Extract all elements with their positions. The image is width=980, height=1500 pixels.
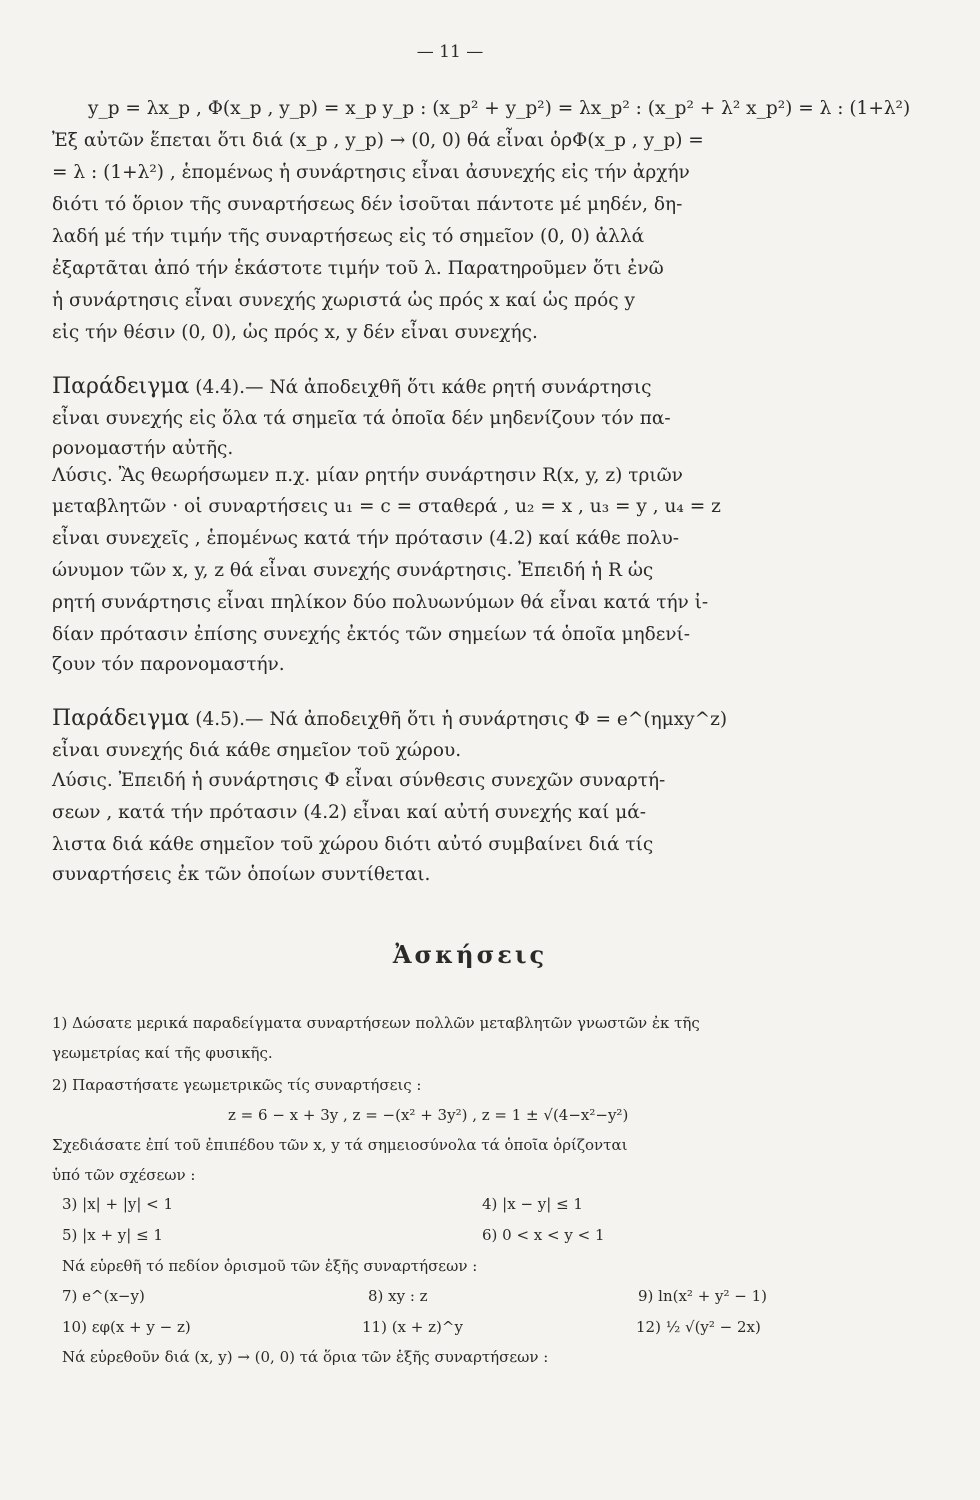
intro-line-7: ἡ συνάρτησις εἶναι συνεχής χωριστά ὡς πρός x καί ὡς πρός y (52, 290, 635, 311)
exercise-11: 11) (x + z)^y (362, 1318, 463, 1336)
exercise-5: 5) |x + y| ≤ 1 (62, 1226, 163, 1244)
example-44-line-5: μεταβλητῶν · οἱ συναρτήσεις u₁ = c = σταθερά , u₂ = x , u₃ = y , u₄ = z (52, 496, 721, 517)
example-44-number: (4.4).— (195, 377, 264, 398)
example-44-line-8: ρητή συνάρτησις εἶναι πηλίκον δύο πολυωνύμων θά εἶναι κατά τήν ἰ- (52, 592, 709, 613)
intro-line-2: Ἐξ αὐτῶν ἕπεται ὅτι διά (x_p , y_p) → (0, 0) θά εἶναι ὁρΦ(x_p , y_p) = (52, 130, 704, 151)
limits-intro: Νά εὑρεθοῦν διά (x, y) → (0, 0) τά ὅρια τῶν ἑξῆς συναρτήσεων : (62, 1348, 549, 1366)
exercises-title: Ἀσκήσεις (392, 940, 548, 969)
example-45-line-4: σεων , κατά τήν πρότασιν (4.2) εἶναι καί αὐτή συνεχής καί μά- (52, 802, 646, 823)
example-44-line-1: Νά ἀποδειχθῆ ὅτι κάθε ρητή συνάρτησις (269, 377, 652, 398)
example-45-header (52, 706, 912, 733)
intro-line-4: διότι τό ὅριον τῆς συναρτήσεως δέν ἰσοῦται πάντοτε μέ μηδέν, δη- (52, 194, 683, 215)
intro-line-8: εἰς τήν θέσιν (0, 0), ὡς πρός x, y δέν εἶναι συνεχής. (52, 322, 538, 343)
exercise-2-line-1: 2) Παραστήσατε γεωμετρικῶς τίς συναρτήσεις : (52, 1076, 422, 1094)
exercise-1-line-2: γεωμετρίας καί τῆς φυσικῆς. (52, 1044, 273, 1062)
page-number: — 11 — (416, 42, 484, 62)
example-44-line-9: δίαν πρότασιν ἐπίσης συνεχής ἐκτός τῶν σημείων τά ὁποῖα μηδενί- (52, 624, 691, 645)
exercise-2-formulas: z = 6 − x + 3y , z = −(x² + 3y²) , z = 1 ± √(4−x²−y²) (228, 1106, 629, 1124)
exercise-4: 4) |x − y| ≤ 1 (482, 1195, 583, 1213)
intro-line-1: y_p = λx_p , Φ(x_p , y_p) = x_p y_p : (x_p² + y_p²) = λx_p² : (x_p² + λ² x_p²) = λ : (1+λ²) (88, 98, 911, 119)
example-44-line-2: εἶναι συνεχής εἰς ὅλα τά σημεῖα τά ὁποῖα δέν μηδενίζουν τόν πα- (52, 408, 671, 429)
exercise-3: 3) |x| + |y| < 1 (62, 1195, 174, 1213)
example-45-line-3: Λύσις. Ἐπειδή ἡ συνάρτησις Φ εἶναι σύνθεσις συνεχῶν συναρτή- (52, 770, 666, 791)
exercise-7: 7) e^(x−y) (62, 1287, 145, 1305)
intro-line-5: λαδή μέ τήν τιμήν τῆς συναρτήσεως εἰς τό σημεῖον (0, 0) ἀλλά (52, 226, 645, 247)
exercise-9: 9) ln(x² + y² − 1) (638, 1287, 768, 1305)
exercise-10: 10) εφ(x + y − z) (62, 1318, 191, 1336)
example-45-number: (4.5).— (195, 709, 264, 730)
example-44-line-7: ώνυμον τῶν x, y, z θά εἶναι συνεχής συνάρτησις. Ἐπειδή ἡ R ὡς (52, 560, 654, 581)
sketch-line-1: Σχεδιάσατε ἐπί τοῦ ἐπιπέδου τῶν x, y τά σημειοσύνολα τά ὁποῖα ὁρίζονται (52, 1136, 628, 1154)
exercise-12: 12) ½ √(y² − 2x) (636, 1318, 761, 1336)
domain-intro: Νά εὑρεθῆ τό πεδίον ὁρισμοῦ τῶν ἑξῆς συναρτήσεων : (62, 1257, 478, 1275)
intro-line-3: = λ : (1+λ²) , ἑπομένως ἡ συνάρτησις εἶναι ἀσυνεχής εἰς τήν ἀρχήν (52, 162, 690, 183)
exercise-6: 6) 0 < x < y < 1 (482, 1226, 605, 1244)
example-44-line-3: ρονομαστήν αὐτῆς. (52, 438, 234, 459)
example-45-heading: Παράδειγμα (52, 706, 190, 731)
example-45-line-5: λιστα διά κάθε σημεῖον τοῦ χώρου διότι αὐτό συμβαίνει διά τίς (52, 834, 654, 855)
example-44-heading: Παράδειγμα (52, 374, 190, 399)
intro-line-6: ἐξαρτᾶται ἀπό τήν ἑκάστοτε τιμήν τοῦ λ. Παρατηροῦμεν ὅτι ἐνῶ (52, 258, 664, 279)
example-44-line-10: ζουν τόν παρονομαστήν. (52, 654, 285, 675)
example-45-line-2: εἶναι συνεχής διά κάθε σημεῖον τοῦ χώρου. (52, 740, 462, 761)
example-45-line-1: Νά ἀποδειχθῆ ὅτι ἡ συνάρτησις Φ = e^(ημxy^z) (269, 709, 728, 730)
exercise-1-line-1: 1) Δώσατε μερικά παραδείγματα συναρτήσεων πολλῶν μεταβλητῶν γνωστῶν ἐκ τῆς (52, 1014, 700, 1032)
example-44-header (52, 374, 912, 401)
sketch-line-2: ὑπό τῶν σχέσεων : (52, 1166, 196, 1184)
example-44-line-6: εἶναι συνεχεῖς , ἑπομένως κατά τήν πρότασιν (4.2) καί κάθε πολυ- (52, 528, 679, 549)
exercise-8: 8) xy : z (368, 1287, 428, 1305)
example-44-line-4: Λύσις. Ἂς θεωρήσωμεν π.χ. μίαν ρητήν συνάρτησιν R(x, y, z) τριῶν (52, 465, 683, 486)
example-45-line-6: συναρτήσεις ἐκ τῶν ὁποίων συντίθεται. (52, 864, 431, 885)
